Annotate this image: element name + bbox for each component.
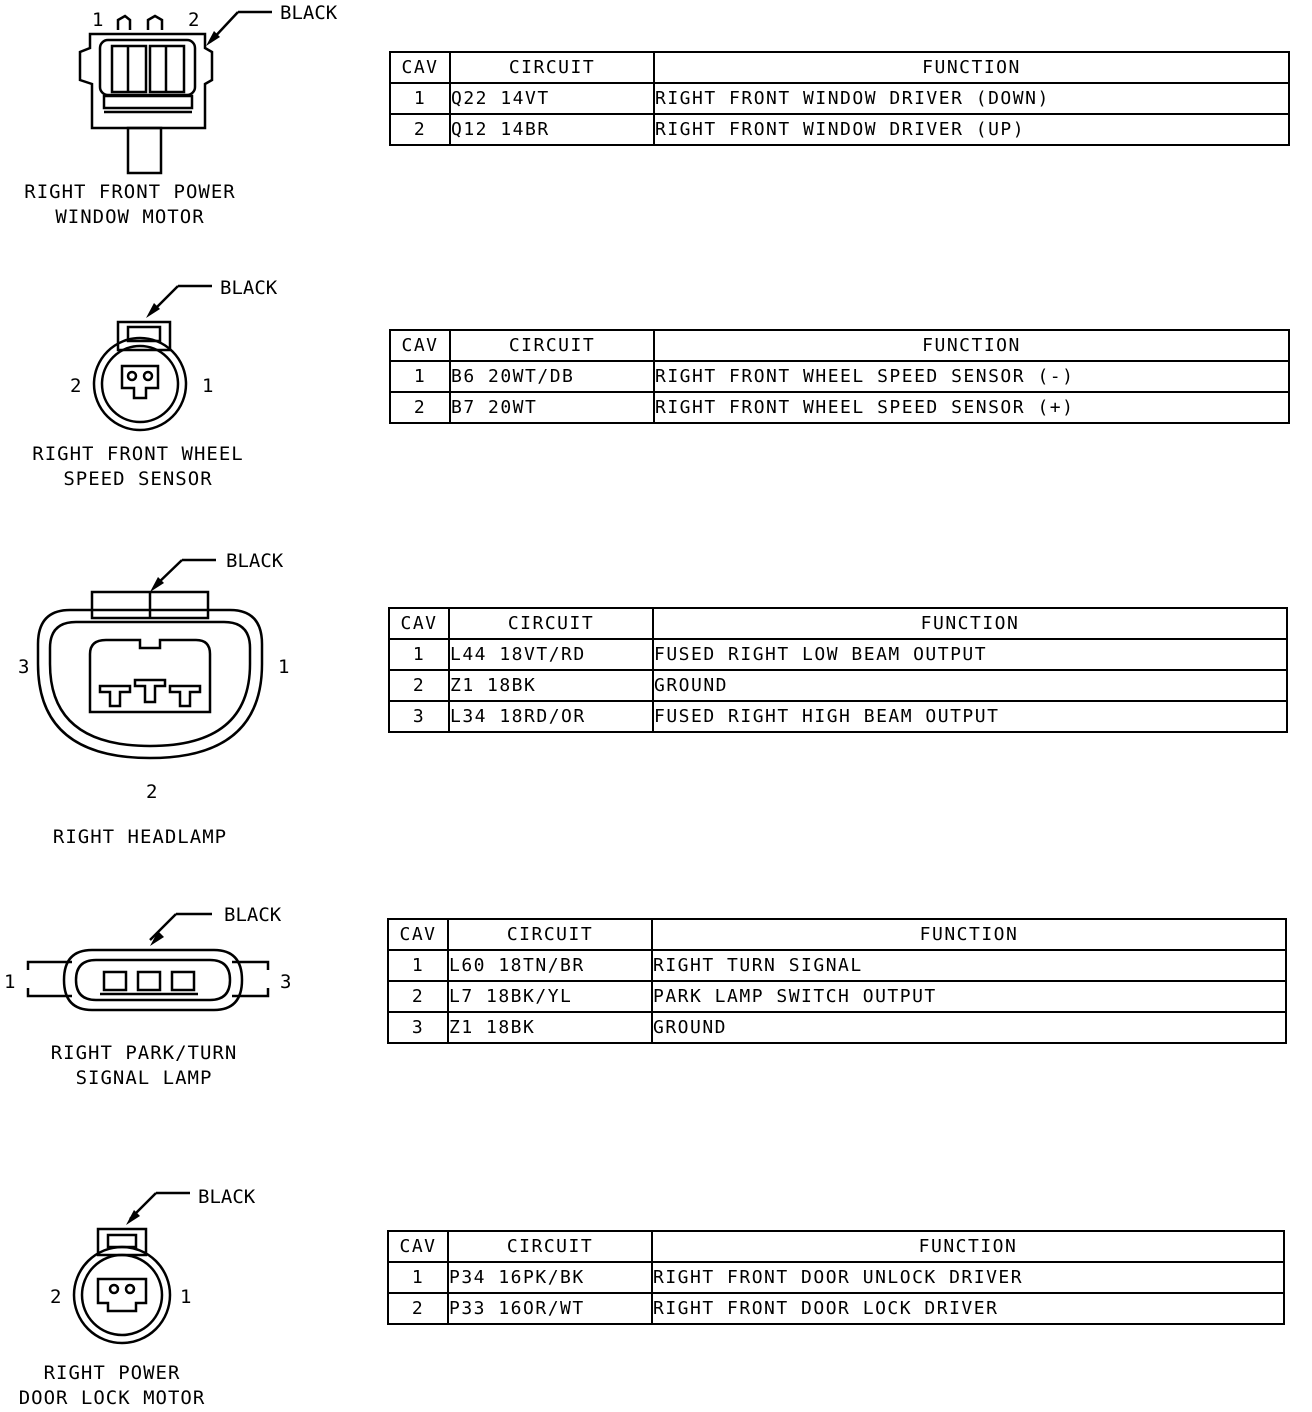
table-row: 1 Q22 14VT RIGHT FRONT WINDOW DRIVER (DOWN): [390, 83, 1289, 114]
pin-table: [389, 329, 1290, 424]
pin-3-label: 3: [18, 656, 30, 678]
connector-label: RIGHT HEADLAMP: [52, 826, 228, 848]
connector-label: RIGHT FRONT POWER WINDOW MOTOR: [24, 181, 236, 228]
pin-1-label: 1: [4, 971, 16, 993]
pin-table: [387, 918, 1287, 1044]
pin-2-label: 2: [50, 1286, 62, 1308]
table-row: 3 L34 18RD/OR FUSED RIGHT HIGH BEAM OUTPUT: [389, 701, 1287, 732]
table-row: 1 L44 18VT/RD FUSED RIGHT LOW BEAM OUTPUT: [389, 639, 1287, 670]
table-row: 1 L60 18TN/BR RIGHT TURN SIGNAL: [388, 950, 1286, 981]
headlamp-connector-icon: [0, 540, 400, 860]
color-label: BLACK: [280, 2, 338, 24]
pin-table: [388, 607, 1288, 733]
table-row: 1 B6 20WT/DB RIGHT FRONT WHEEL SPEED SENSOR (-): [390, 361, 1289, 392]
table-header-row: CAV CIRCUIT FUNCTION: [388, 919, 1286, 950]
connector-label: RIGHT PARK/TURN SIGNAL LAMP: [50, 1042, 238, 1089]
color-label: BLACK: [224, 904, 282, 926]
pin-2-label: 2: [188, 9, 200, 31]
pin-3-label: 3: [280, 971, 292, 993]
pin-1-label: 1: [202, 375, 214, 397]
connector-label: RIGHT POWER DOOR LOCK MOTOR: [18, 1362, 206, 1409]
connector-label: RIGHT FRONT WHEEL SPEED SENSOR: [32, 443, 244, 490]
table-row: 1 P34 16PK/BK RIGHT FRONT DOOR UNLOCK DRIVER: [388, 1262, 1284, 1293]
table-row: 2 Q12 14BR RIGHT FRONT WINDOW DRIVER (UP): [390, 114, 1289, 145]
color-label: BLACK: [198, 1186, 256, 1208]
table-row: 2 L7 18BK/YL PARK LAMP SWITCH OUTPUT: [388, 981, 1286, 1012]
table-header-row: CAV CIRCUIT FUNCTION: [390, 52, 1289, 83]
connector-window-motor: [0, 0, 1312, 240]
pin-1-label: 1: [92, 9, 104, 31]
color-label: BLACK: [226, 550, 284, 572]
pin-2-label: 2: [146, 781, 158, 803]
pin-1-label: 1: [278, 656, 290, 678]
pin-table: [389, 51, 1290, 146]
table-header-row: CAV CIRCUIT FUNCTION: [389, 608, 1287, 639]
pin-table: [387, 1230, 1285, 1325]
connector-door-lock-motor: [0, 1175, 1312, 1412]
table-header-row: CAV CIRCUIT FUNCTION: [390, 330, 1289, 361]
pin-2-label: 2: [70, 375, 82, 397]
table-header-row: CAV CIRCUIT FUNCTION: [388, 1231, 1284, 1262]
connector-park-turn-lamp: [0, 890, 1312, 1100]
connector-wheel-speed-sensor: [0, 270, 1312, 500]
table-row: 2 Z1 18BK GROUND: [389, 670, 1287, 701]
pin-1-label: 1: [180, 1286, 192, 1308]
table-row: 3 Z1 18BK GROUND: [388, 1012, 1286, 1043]
connector-headlamp: [0, 540, 1312, 860]
table-row: 2 B7 20WT RIGHT FRONT WHEEL SPEED SENSOR (+): [390, 392, 1289, 423]
color-label: BLACK: [220, 277, 278, 299]
table-row: 2 P33 16OR/WT RIGHT FRONT DOOR LOCK DRIVER: [388, 1293, 1284, 1324]
